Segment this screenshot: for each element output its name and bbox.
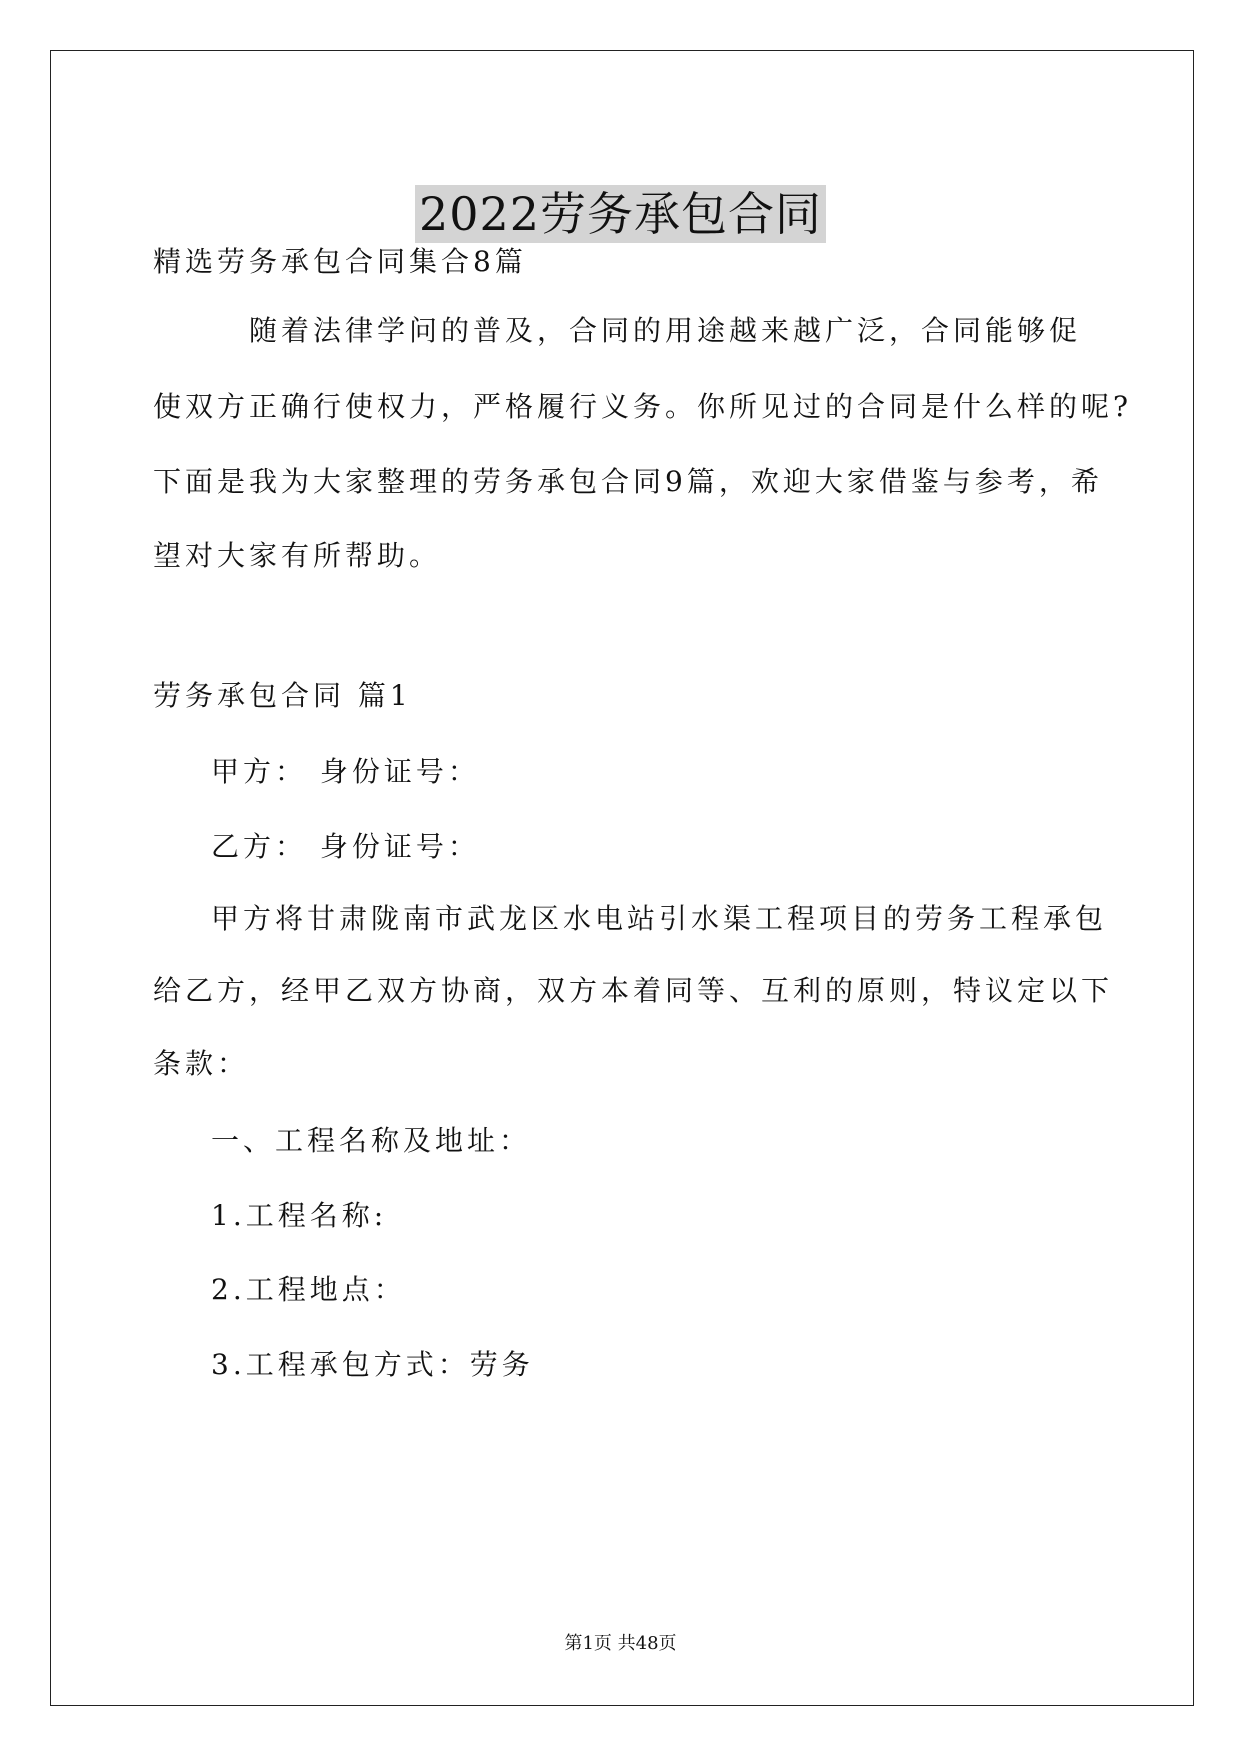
clause-heading: 一、工程名称及地址： — [211, 1124, 532, 1157]
body-line-1: 甲方将甘肃陇南市武龙区水电站引水渠工程项目的劳务工程承包 — [211, 902, 1108, 935]
body-line-2: 给乙方，经甲乙双方协商，双方本着同等、互利的原则，特议定以下 — [153, 974, 1114, 1007]
party-a-line: 甲方： 身份证号： — [211, 755, 480, 788]
document-subtitle: 精选劳务承包合同集合8篇 — [153, 245, 527, 278]
intro-line-2: 使双方正确行使权力，严格履行义务。你所见过的合同是什么样的呢? — [153, 390, 1133, 423]
section-heading: 劳务承包合同 篇1 — [153, 679, 412, 712]
page-footer: 第1页 共48页 — [564, 1633, 677, 1654]
clause-item-2: 2.工程地点： — [211, 1273, 406, 1306]
intro-line-1: 随着法律学问的普及，合同的用途越来越广泛，合同能够促 — [249, 314, 1082, 347]
body-line-3: 条款： — [153, 1047, 250, 1080]
intro-line-4: 望对大家有所帮助。 — [153, 539, 442, 572]
clause-item-1: 1.工程名称: — [211, 1199, 388, 1232]
party-b-line: 乙方： 身份证号： — [211, 830, 480, 863]
intro-line-3: 下面是我为大家整理的劳务承包合同9篇，欢迎大家借鉴与参考，希 — [153, 465, 1103, 498]
document-title: 2022劳务承包合同 — [415, 185, 826, 243]
clause-item-3: 3.工程承包方式：劳务 — [211, 1348, 534, 1381]
page-border — [50, 50, 1194, 1706]
